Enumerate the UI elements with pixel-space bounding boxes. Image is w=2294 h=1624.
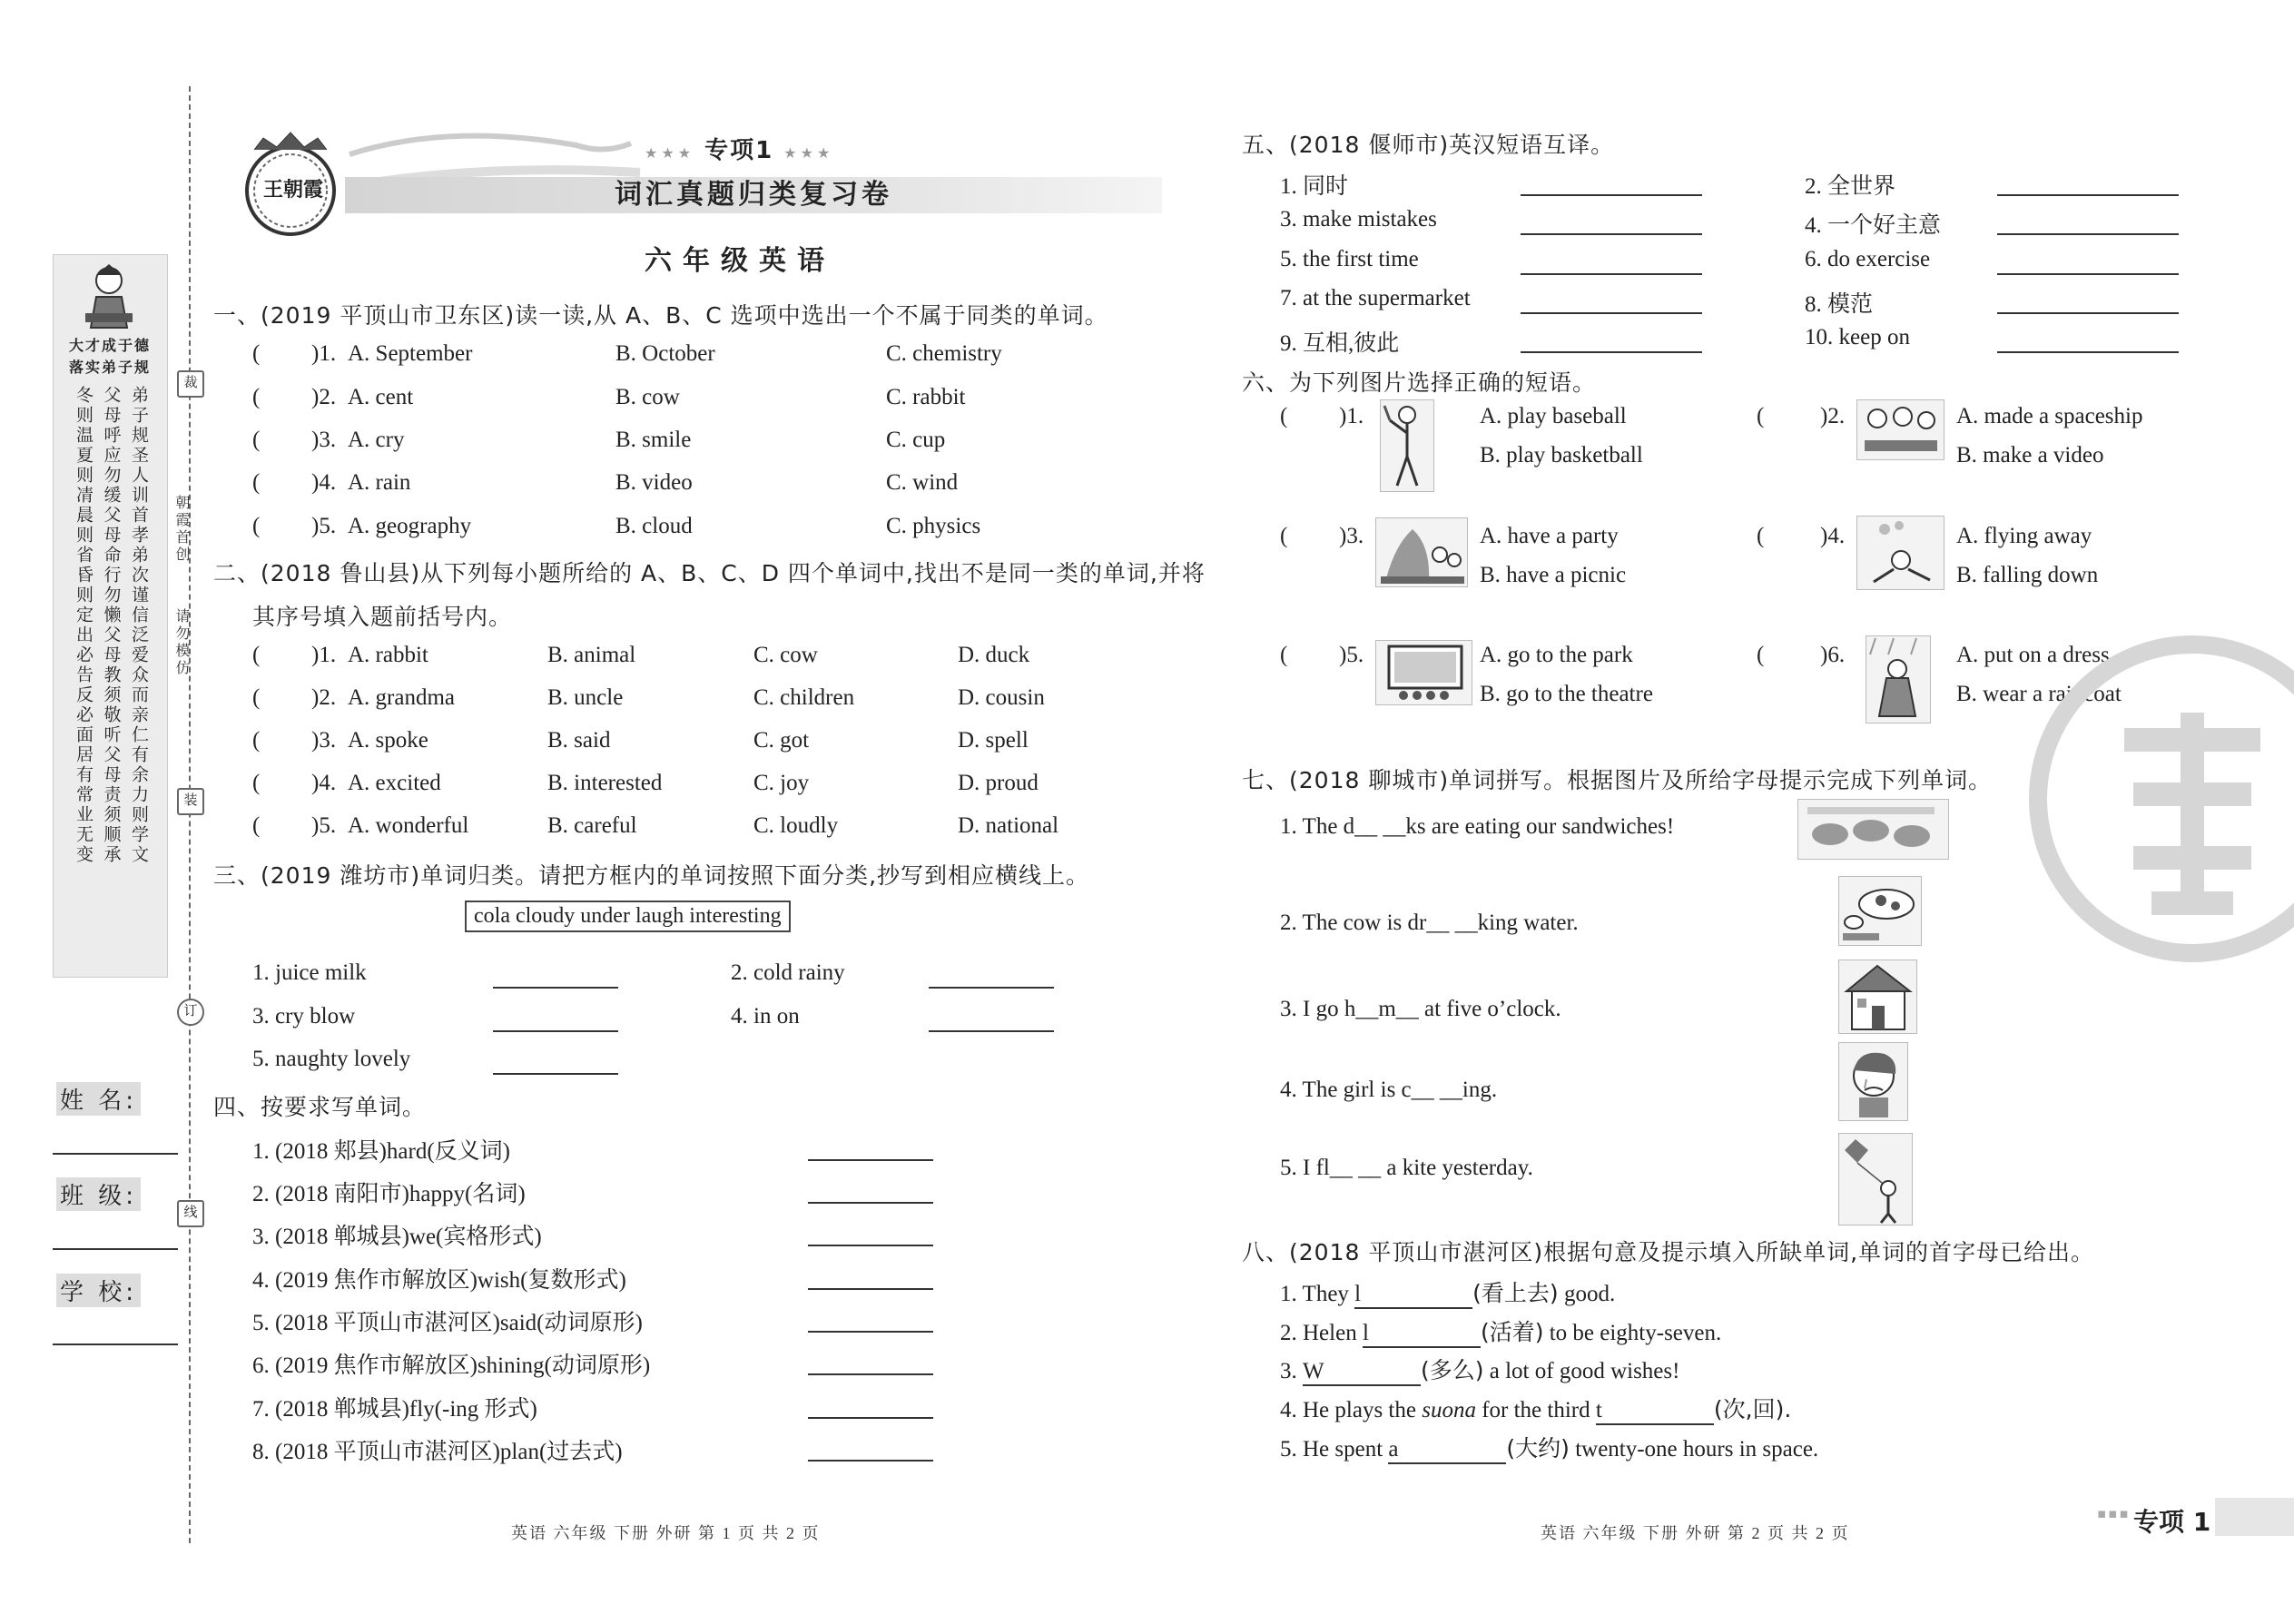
option-c: C. chemistry (886, 341, 1002, 366)
motto-column: 父母呼应勿缓父母命行勿懒父母教须敬听父母责须顺承 (101, 386, 122, 865)
fill-in-row: 3. W (多么) a lot of good wishes! (1280, 1353, 1679, 1386)
option-b: B. cow (615, 385, 680, 409)
answer-bracket[interactable]: ( (1757, 643, 1765, 667)
answer-line[interactable] (1521, 232, 1702, 235)
word-task-row: 6. (2019 焦作市解放区)shining(动词原形) (252, 1347, 942, 1374)
name-field[interactable] (53, 1153, 178, 1155)
answer-bracket[interactable]: ( (252, 341, 261, 366)
option-d: D. duck (958, 643, 1030, 667)
answer-line[interactable] (1997, 311, 2179, 314)
section-heading: 四、按要求写单词。 (213, 1094, 427, 1120)
footer-tag: 专项 1 (2133, 1507, 2211, 1537)
option-c: C. rabbit (886, 385, 966, 409)
answer-bracket[interactable]: ( (1757, 524, 1765, 548)
answer-line[interactable] (1521, 311, 1702, 314)
cut-mark: 订 (177, 999, 204, 1026)
page-title: 词汇真题归类复习卷 (615, 179, 892, 211)
option-a: A. cent (348, 385, 414, 409)
word-task-row: 8. (2018 平顶山市湛河区)plan(过去式) (252, 1433, 942, 1461)
answer-bracket[interactable]: ( (252, 428, 261, 452)
falling-child-picture (1856, 516, 1944, 590)
option-a: A. play baseball (1480, 404, 1627, 428)
name-label: 姓 名: (56, 1082, 141, 1116)
option-b: B. go to the theatre (1480, 682, 1653, 706)
option-a: A. September (348, 341, 473, 366)
kite-boy-picture (1838, 1133, 1913, 1225)
answer-line[interactable] (808, 1201, 933, 1204)
fill-in-row: 1. They l (看上去) good. (1280, 1275, 1615, 1309)
answer-line[interactable] (929, 1029, 1054, 1032)
answer-line[interactable] (1997, 350, 2179, 353)
section-heading: 六、为下列图片选择正确的短语。 (1242, 369, 1597, 396)
word-task-row: 3. (2018 郸城县)we(宾格形式) (252, 1218, 942, 1245)
spelling-question: 1. The d__ __ks are eating our sandwiches! (1280, 814, 1675, 839)
footer-dots: ▪▪▪ (2097, 1505, 2131, 1521)
answer-line[interactable] (808, 1459, 933, 1462)
answer-line[interactable] (1997, 193, 2179, 196)
option-a: A. cry (348, 428, 405, 452)
answer-line[interactable]: l (1354, 1282, 1472, 1309)
star-icon: ★★★ (783, 144, 834, 162)
answer-bracket[interactable]: ( (1280, 643, 1288, 667)
spelling-question: 2. The cow is dr__ __king water. (1280, 910, 1579, 935)
option-b: B. wear a raincoat (1956, 682, 2122, 706)
option-a: A. wonderful (348, 813, 469, 838)
option-b: B. smile (615, 428, 692, 452)
raincoat-child-picture (1866, 635, 1931, 723)
cut-mark: 装 (177, 788, 204, 815)
answer-line[interactable] (1997, 272, 2179, 275)
section-heading: 二、(2018 鲁山县)从下列每小题所给的 A、B、C、D 四个单词中,找出不是同一类的单词,并将 (213, 560, 1206, 586)
option-d: D. national (958, 813, 1059, 838)
star-icon: ★★★ (645, 144, 695, 162)
answer-line[interactable] (493, 1072, 618, 1075)
option-a: A. spoke (348, 728, 428, 753)
motto-column: 冬则温夏则凊晨则省昏则定出必告反必面居有常业无变 (74, 386, 94, 865)
theatre-stage-picture (1375, 640, 1472, 705)
school-label: 学 校: (56, 1274, 141, 1307)
option-a: A. rain (348, 470, 411, 495)
answer-bracket[interactable]: ( (252, 813, 261, 838)
house-picture (1838, 960, 1917, 1034)
spelling-question: 3. I go h__m__ at five o’clock. (1280, 997, 1561, 1021)
answer-line[interactable] (808, 1244, 933, 1246)
word-task-row: 2. (2018 南阳市)happy(名词) (252, 1176, 942, 1203)
spelling-question: 4. The girl is c__ __ing. (1280, 1078, 1498, 1102)
option-c: C. got (753, 728, 810, 753)
answer-bracket[interactable]: ( (252, 514, 261, 538)
children-making-picture (1856, 399, 1944, 460)
option-a: A. have a party (1480, 524, 1619, 548)
option-a: A. made a spaceship (1956, 404, 2143, 428)
fill-in-row: 2. Helen l (活着) to be eighty-seven. (1280, 1314, 1721, 1348)
footer-tab-bg (2215, 1498, 2294, 1536)
answer-bracket[interactable]: ( (252, 385, 261, 409)
answer-bracket[interactable]: ( (1757, 404, 1765, 428)
motto-columns (71, 386, 151, 971)
page-footer: 英语 六年级 下册 外研 第 1 页 共 2 页 (511, 1524, 821, 1542)
answer-line[interactable]: W (1303, 1359, 1421, 1386)
answer-bracket[interactable]: ( (252, 685, 261, 710)
ducks-picture (1797, 799, 1949, 860)
option-b: B. said (547, 728, 611, 753)
answer-line[interactable] (808, 1373, 933, 1375)
word-task-row: 4. (2019 焦作市解放区)wish(复数形式) (252, 1262, 942, 1289)
option-c: C. children (753, 685, 855, 710)
answer-line[interactable] (1521, 193, 1702, 196)
confidential-watermark (2024, 631, 2294, 967)
option-d: D. spell (958, 728, 1029, 753)
series-label (645, 132, 833, 165)
section-heading: 一、(2019 平顶山市卫东区)读一读,从 A、B、C 选项中选出一个不属于同类的单词。 (213, 302, 1108, 329)
word-task-row: 1. (2018 郏县)hard(反义词) (252, 1133, 942, 1160)
italic-term: suona (1422, 1398, 1476, 1422)
option-c: C. joy (753, 771, 810, 795)
option-c: C. physics (886, 514, 981, 538)
word-task-row: 5. (2018 平顶山市湛河区)said(动词原形) (252, 1304, 942, 1332)
answer-line[interactable] (929, 986, 1054, 989)
answer-line[interactable] (493, 986, 618, 989)
answer-bracket[interactable]: ( (252, 643, 261, 667)
answer-bracket[interactable]: ( (252, 771, 261, 795)
option-b: B. falling down (1956, 563, 2099, 587)
option-b: B. make a video (1956, 443, 2104, 468)
option-a: A. put on a dress (1956, 643, 2110, 667)
answer-line[interactable]: t (1596, 1398, 1714, 1425)
answer-line[interactable] (808, 1158, 933, 1161)
answer-line[interactable] (1521, 272, 1702, 275)
cut-mark: 裁 (177, 370, 204, 398)
option-b: B. animal (547, 643, 636, 667)
option-b: B. video (615, 470, 693, 495)
class-label: 班 级: (56, 1177, 141, 1211)
spelling-question: 5. I fl__ __ a kite yesterday. (1280, 1156, 1533, 1180)
option-a: A. excited (348, 771, 441, 795)
series-text: 专项1 (704, 137, 774, 164)
option-c: C. wind (886, 470, 959, 495)
option-a: A. geography (348, 514, 472, 538)
motto-line: 落实弟子规 (68, 359, 151, 376)
vertical-note: 请勿模仿 (173, 608, 189, 677)
option-b: B. uncle (547, 685, 624, 710)
answer-bracket[interactable]: ( (1280, 404, 1288, 428)
option-b: B. October (615, 341, 715, 366)
answer-bracket[interactable]: ( (252, 728, 261, 753)
option-d: D. proud (958, 771, 1039, 795)
answer-line[interactable] (808, 1416, 933, 1419)
cow-picture (1838, 876, 1922, 946)
section-heading: 五、(2018 偃师市)英汉短语互译。 (1242, 132, 1615, 158)
answer-bracket[interactable]: ( (1280, 524, 1288, 548)
motto-column: 弟子规圣人训首孝弟次谨信泛爱众而亲仁有余力则学文 (129, 386, 149, 865)
option-b: B. cloud (615, 514, 693, 538)
word-box: cola cloudy under laugh interesting (465, 901, 791, 932)
baseball-player-picture (1380, 399, 1434, 492)
option-c: C. cow (753, 643, 818, 667)
option-c: C. cup (886, 428, 946, 452)
option-b: B. play basketball (1480, 443, 1643, 468)
section-heading-cont: 其序号填入题前括号内。 (252, 604, 513, 630)
option-b: B. interested (547, 771, 663, 795)
answer-line[interactable] (808, 1330, 933, 1333)
section-heading: 七、(2018 聊城市)单词拼写。根据图片及所给字母提示完成下列单词。 (1242, 767, 1993, 793)
option-a: A. go to the park (1480, 643, 1633, 667)
answer-line[interactable] (1521, 350, 1702, 353)
section-heading: 三、(2019 潍坊市)单词归类。请把方框内的单词按照下面分类,抄写到相应横线上。 (213, 862, 1090, 889)
answer-line[interactable] (1997, 232, 2179, 235)
option-c: C. loudly (753, 813, 839, 838)
fill-in-row: 4. He plays the suona for the third t (次,回). (1280, 1392, 1791, 1425)
option-b: B. careful (547, 813, 637, 838)
vertical-note: 朝霞首创 (173, 495, 189, 564)
scholar-icon (73, 259, 145, 331)
crying-girl-picture (1838, 1042, 1908, 1121)
option-a: A. rabbit (348, 643, 428, 667)
page-footer: 英语 六年级 下册 外研 第 2 页 共 2 页 (1541, 1524, 1850, 1542)
school-field[interactable] (53, 1343, 178, 1345)
picnic-scene-picture (1375, 517, 1468, 587)
option-a: A. flying away (1956, 524, 2092, 548)
logo-text: 王朝霞 (262, 179, 323, 202)
option-d: D. cousin (958, 685, 1045, 710)
cut-mark: 线 (177, 1200, 204, 1227)
answer-bracket[interactable]: ( (252, 470, 261, 495)
answer-line[interactable]: l (1363, 1321, 1481, 1348)
option-b: B. have a picnic (1480, 563, 1627, 587)
section-heading: 八、(2018 平顶山市湛河区)根据句意及提示填入所缺单词,单词的首字母已给出。 (1242, 1239, 2095, 1265)
page-subtitle: 六年级英语 (645, 245, 835, 277)
fill-in-row: 5. He spent a (大约) twenty-one hours in space. (1280, 1431, 1818, 1464)
answer-line[interactable]: a (1388, 1437, 1506, 1464)
answer-line[interactable] (493, 1029, 618, 1032)
option-a: A. grandma (348, 685, 456, 710)
class-field[interactable] (53, 1248, 178, 1250)
word-task-row: 7. (2018 郸城县)fly(-ing 形式) (252, 1391, 942, 1418)
answer-line[interactable] (808, 1287, 933, 1290)
motto-line: 大才成于德 (68, 337, 151, 354)
